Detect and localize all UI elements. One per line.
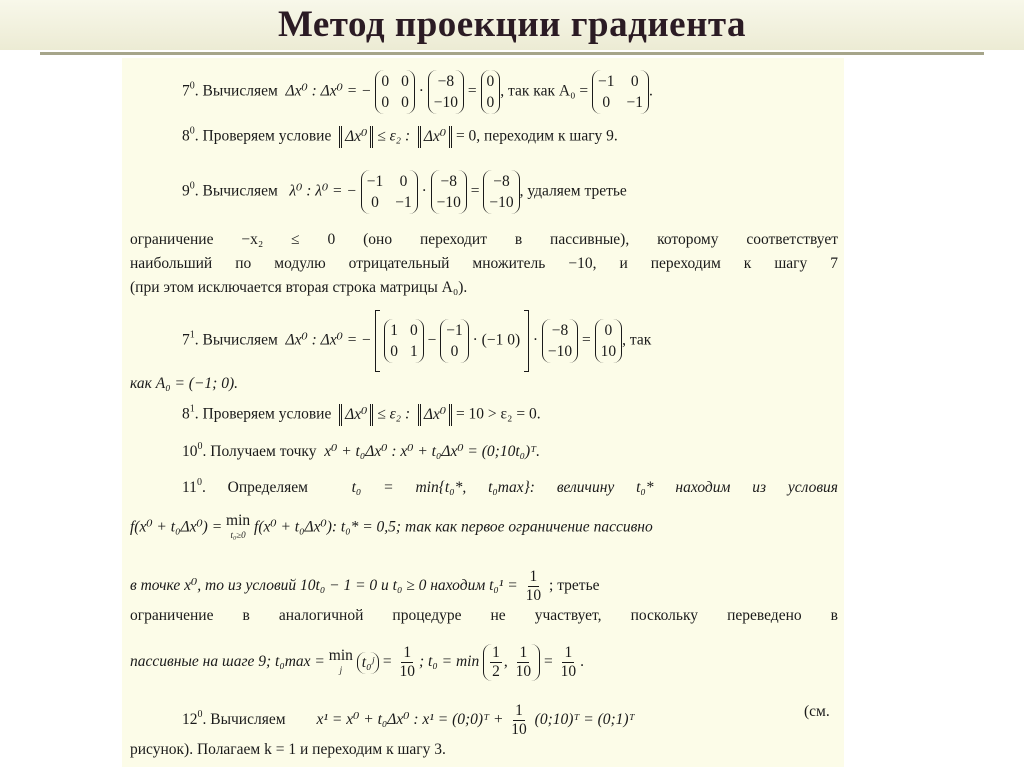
step-11-line5: пассивные на шаге 9; t₀max = min j t₀ʲ = $\frac{1}{10}$ ; t₀ = min $\frac{1}{2}$ , $\frac{1}{10}$ = $\frac{1}{10}$ . — [130, 644, 584, 680]
step-8-0: $8^0$. Проверяем условие Δx⁰ ≤ ε₂ : Δx⁰ = 0, переходим к шагу 9. — [182, 126, 618, 148]
step-12-line2: рисунок). Полагаем k = 1 и переходим к шагу 3. — [130, 741, 446, 758]
matrix-a0: −1 0 0 −1 — [592, 70, 649, 114]
vector-lambda: −8 −10 — [483, 170, 519, 214]
step-9-0: $9^0$. Вычисляем λ⁰ : λ⁰ = − −1 0 0 −1 · −8 −10 = −8 −10 , удаляем третье — [182, 170, 838, 214]
step-7-1: $7^1$. Вычисляем Δx⁰ : Δx⁰ = − 1 0 0 1 − −1 0 · (−1 0) · −8 −10 = 0 10 , так — [182, 310, 651, 372]
step-11-line2: f(x⁰ + t₀Δx⁰) = min t₀≥0 f(x⁰ + t₀Δx⁰): t₀* = 0,5; так как первое ограничение пассивно — [130, 512, 653, 540]
step-8-1: $8^1$. Проверяем условие Δx⁰ ≤ ε₂ : Δx⁰ = 10 > ε₂ = 0. — [182, 404, 541, 426]
step-12-tail: (см. — [804, 703, 830, 720]
step-11-line4: ограничение в аналогичной процедуре не участвует, поскольку переведено в — [130, 607, 838, 624]
step-10-0: $10^0$. Получаем точку x⁰ + t₀Δx⁰ : x⁰ + t₀Δx⁰ = (0;10t₀)ᵀ. — [182, 441, 541, 460]
step-11-line3: в точке x⁰, то из условий 10t₀ − 1 = 0 и t₀ ≥ 0 находим t₀¹ = $\frac{1}{10}$ ; третье — [130, 568, 600, 604]
content-panel — [122, 58, 844, 767]
step-7-1-line2: как A₀ = (−1; 0). — [130, 375, 239, 392]
bracket-left — [375, 310, 380, 372]
vector-grad-9: −8 −10 — [431, 170, 467, 214]
matrix-zero: 0 0 0 0 — [375, 70, 415, 114]
step-11-0: $11^0$. Определяем t₀ = min{t₀*, t₀max}: величину t₀* находим из условия — [182, 477, 839, 496]
matrix-identity: 1 0 0 1 — [384, 319, 424, 363]
step-9-line4: (при этом исключается вторая строка матрицы A₀). — [130, 279, 468, 296]
matrix-a0-neg: −1 0 0 −1 — [361, 170, 418, 214]
title-divider — [40, 52, 984, 55]
vector-result: 0 0 — [481, 70, 501, 114]
vector-col: −1 0 — [440, 319, 469, 363]
vector-result-7: 0 10 — [595, 319, 623, 363]
step-7-0: $7^0$. Вычисляем Δx⁰ : Δx⁰ = − 0 0 0 0 · −8 −10 = 0 0 , так как A₀ = −1 0 0 −1 . — [182, 70, 653, 114]
bracket-right — [524, 310, 529, 372]
vector-grad: −8 −10 — [428, 70, 464, 114]
vector-grad-7: −8 −10 — [542, 319, 578, 363]
step-12-0: $12^0$. Вычисляем x¹ = x⁰ + t₀Δx⁰ : x¹ = (0;0)ᵀ + $\frac{1}{10}$ (0;10)ᵀ = (0;1)ᵀ — [182, 702, 635, 738]
step-9-line3: наибольший по модулю отрицательный множитель −10, и переходим к шагу 7 — [130, 255, 838, 272]
step-9-line2: ограничение −x₂ ≤ 0 (оно переходит в пассивные), которому соответствует — [130, 231, 838, 248]
page-title: Метод проекции градиента — [0, 0, 1024, 50]
